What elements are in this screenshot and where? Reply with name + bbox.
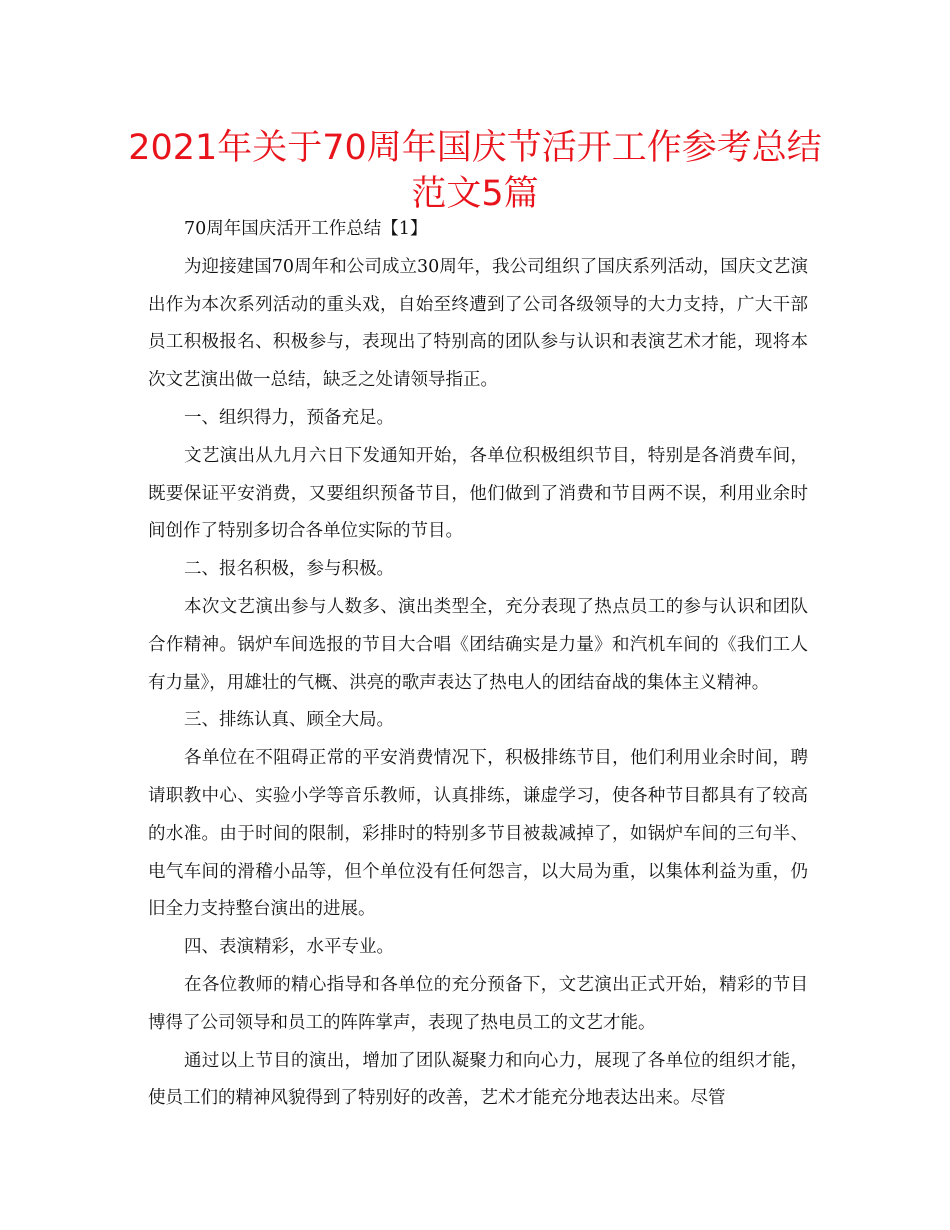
document-title-line-2: 范文5篇 [411,174,539,214]
document-title-line-1: 2021年关于70周年国庆节活开工作参考总结 [128,128,822,168]
subheading: 二、报名积极，参与积极。 [184,559,394,580]
paragraph: 在各位教师的精心指导和各单位的充分预备下，文艺演出正式开始，精彩的节目博得了公司领导和员工的阵阵掌声，表现了热电员工的文艺才能。 [148,974,808,1033]
paragraph: 为迎接建国70周年和公司成立30周年，我公司组织了国庆系列活动，国庆文艺演出作为本次系列活动的重头戏，自始至终遭到了公司各级领导的大力支持，广大干部员工积极报名、积极参与，表现出了特别高的团队参与认识和表演艺术才能，现将本次文艺演出做一总结，缺乏之处请领导指正。 [148,256,808,391]
paragraph: 通过以上节目的演出，增加了团队凝聚力和向心力，展现了各单位的组织才能，使员工们的精神风貌得到了特别好的改善，艺术才能充分地表达出来。尽管 [148,1050,808,1109]
document-body [148,211,808,1118]
paragraph: 各单位在不阻碍正常的平安消费情况下，积极排练节目，他们利用业余时间，聘请职教中心、实验小学等音乐教师，认真排练，谦虚学习，使各种节目都具有了较高的水准。由于时间的限制，彩排时的特别多节目被裁减掉了，如锅炉车间的三句半、电气车间的滑稽小品等，但个单位没有任何怨言，以大局为重，以集体利益为重，仍旧全力支持整台演出的进展。 [148,748,808,920]
subheading: 四、表演精彩，水平专业。 [184,937,394,958]
paragraph: 本次文艺演出参与人数多、演出类型全，充分表现了热点员工的参与认识和团队合作精神。锅炉车间选报的节目大合唱《团结确实是力量》和汽机车间的《我们工人有力量》，用雄壮的气概、洪亮的歌声表达了热电人的团结奋战的集体主义精神。 [148,596,808,693]
subheading: 三、排练认真、顾全大局。 [184,710,394,731]
paragraph: 文艺演出从九月六日下发通知开始，各单位积极组织节目，特别是各消费车间，既要保证平安消费，又要组织预备节目，他们做到了消费和节目两不误，利用业余时间创作了特别多切合各单位实际的节目。 [148,445,808,542]
section-heading: 70周年国庆活开工作总结【1】 [184,219,428,239]
subheading: 一、组织得力，预备充足。 [184,407,394,428]
